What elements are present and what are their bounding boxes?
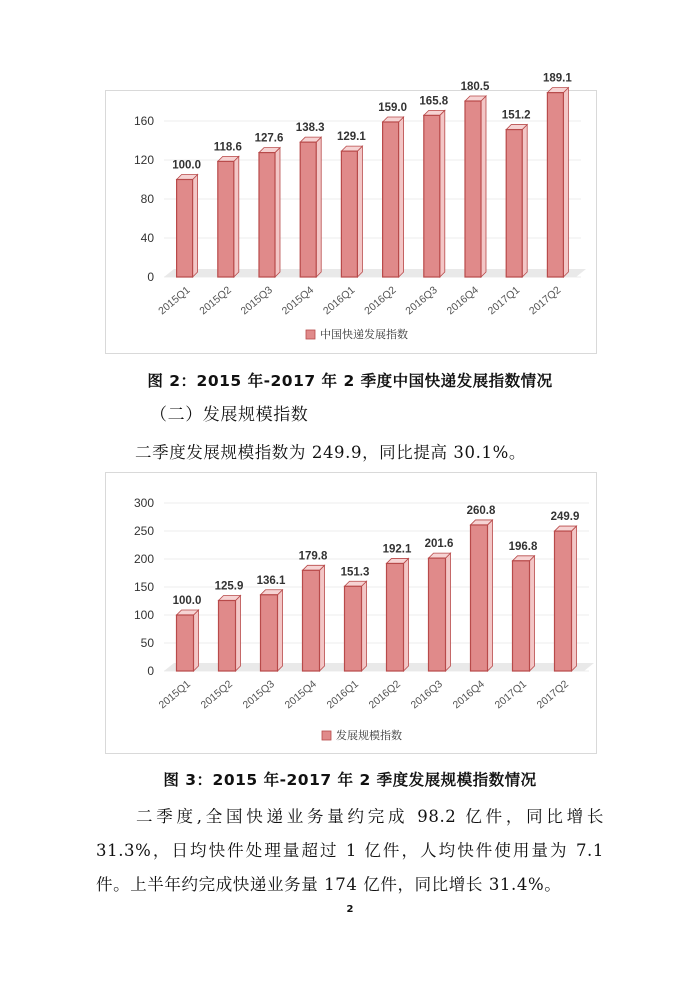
data-label: 151.3 [340, 566, 370, 579]
x-tick-label: 2017Q1 [492, 678, 529, 712]
bar-side [522, 125, 527, 277]
bar [261, 595, 278, 671]
data-label: 179.8 [298, 550, 328, 563]
bar-side [572, 526, 577, 671]
data-label: 118.6 [213, 141, 242, 154]
legend-label: 发展规模指数 [336, 729, 402, 742]
bar-side [362, 581, 367, 671]
bar-side [320, 565, 325, 671]
bar [177, 180, 193, 278]
data-label: 138.3 [295, 122, 325, 135]
x-tick-label: 2017Q2 [526, 284, 564, 318]
data-label: 189.1 [543, 72, 572, 85]
bar [219, 600, 236, 671]
bar-side [563, 88, 568, 277]
data-label: 201.6 [424, 538, 454, 551]
bar [177, 615, 194, 671]
bar [555, 531, 572, 671]
legend-swatch [322, 731, 331, 740]
data-label: 151.2 [501, 109, 531, 122]
bar [513, 561, 530, 671]
bar-side [278, 590, 283, 671]
bar [259, 153, 275, 277]
section-heading: （二）发展规模指数 [150, 405, 309, 425]
data-label: 100.0 [172, 595, 202, 607]
x-tick-label: 2016Q3 [403, 284, 440, 318]
y-tick-label: 0 [147, 270, 154, 284]
y-tick-label: 80 [140, 192, 154, 206]
y-tick-label: 100 [133, 608, 154, 622]
x-tick-label: 2016Q1 [320, 284, 358, 318]
y-tick-label: 50 [140, 636, 154, 650]
bar [345, 586, 362, 671]
x-tick-label: 2017Q1 [485, 284, 523, 318]
bar [506, 130, 522, 277]
express-development-index-chart [105, 72, 597, 354]
data-label: 100.0 [172, 159, 201, 172]
x-tick-label: 2016Q4 [450, 678, 487, 712]
bar-side [234, 156, 239, 277]
chart1-svg [106, 72, 596, 353]
x-tick-label: 2016Q2 [362, 284, 399, 318]
x-tick-label: 2015Q3 [238, 284, 275, 318]
y-tick-label: 0 [147, 664, 154, 678]
x-tick-label: 2017Q2 [534, 678, 571, 712]
bar [303, 570, 320, 671]
y-tick-label: 120 [133, 153, 154, 167]
data-label: 129.1 [337, 131, 366, 144]
data-label: 196.8 [508, 540, 538, 553]
bar [300, 142, 316, 277]
legend-label: 中国快递发展指数 [320, 328, 408, 341]
page-number: 2 [346, 904, 354, 915]
bar-side [193, 175, 198, 278]
x-tick-label: 2016Q4 [444, 284, 481, 318]
data-label: 260.8 [466, 504, 496, 517]
paragraph-2: 二季度,全国快递业务量约完成 98.2 亿件，同比增长 31.3%，日均快件处理量超过 1 亿件，人均快件使用量为 7.1 件。上半年约完成快递业务量 174 亿件，同比增长 31.4%。 [96, 807, 604, 894]
data-label: 127.6 [254, 132, 284, 145]
data-label: 180.5 [460, 81, 490, 94]
bar [429, 558, 446, 671]
x-tick-label: 2015Q2 [198, 678, 235, 712]
figure2-caption: 图 2：2015 年-2017 年 2 季度中国快递发展指数情况 [147, 372, 553, 390]
x-tick-label: 2015Q3 [240, 678, 277, 712]
bar-side [236, 595, 241, 671]
data-label: 125.9 [214, 580, 244, 593]
x-tick-label: 2015Q4 [282, 678, 319, 712]
bar-side [404, 558, 409, 671]
bar-side [446, 553, 451, 671]
y-tick-label: 150 [133, 580, 154, 594]
data-label: 136.1 [256, 574, 286, 587]
bar [383, 122, 399, 277]
data-label: 192.1 [382, 543, 412, 556]
bar-side [488, 520, 493, 671]
bar [387, 563, 404, 671]
bar-side [275, 148, 280, 277]
x-tick-label: 2015Q1 [156, 678, 193, 712]
x-tick-label: 2015Q2 [197, 284, 234, 318]
y-tick-label: 160 [133, 114, 154, 128]
bar-side [316, 137, 321, 277]
bar [547, 93, 563, 277]
x-tick-label: 2016Q2 [366, 678, 403, 712]
y-tick-label: 200 [133, 552, 154, 566]
data-label: 165.8 [419, 95, 449, 108]
bar-side [481, 96, 486, 277]
legend-swatch [306, 330, 315, 339]
x-tick-label: 2016Q3 [408, 678, 445, 712]
bar [424, 115, 440, 277]
bar-side [399, 117, 404, 277]
bar [465, 101, 481, 277]
y-tick-label: 300 [133, 496, 154, 510]
bar-side [357, 146, 362, 277]
x-tick-label: 2015Q4 [279, 284, 317, 318]
bar-side [530, 556, 535, 671]
bar [218, 161, 234, 277]
bar-side [194, 610, 199, 671]
bar [341, 151, 357, 277]
bar-side [440, 110, 445, 277]
bar [471, 525, 488, 671]
paragraph-1: 二季度发展规模指数为 249.9，同比提高 30.1%。 [135, 443, 526, 462]
chart2-svg [106, 473, 596, 753]
data-label: 159.0 [378, 101, 407, 114]
development-scale-index-chart [105, 472, 597, 754]
x-tick-label: 2015Q1 [156, 284, 193, 318]
y-tick-label: 40 [140, 231, 154, 245]
x-tick-label: 2016Q1 [324, 678, 361, 712]
data-label: 249.9 [550, 511, 580, 524]
y-tick-label: 250 [133, 524, 154, 538]
figure3-caption: 图 3：2015 年-2017 年 2 季度发展规模指数情况 [163, 771, 537, 789]
